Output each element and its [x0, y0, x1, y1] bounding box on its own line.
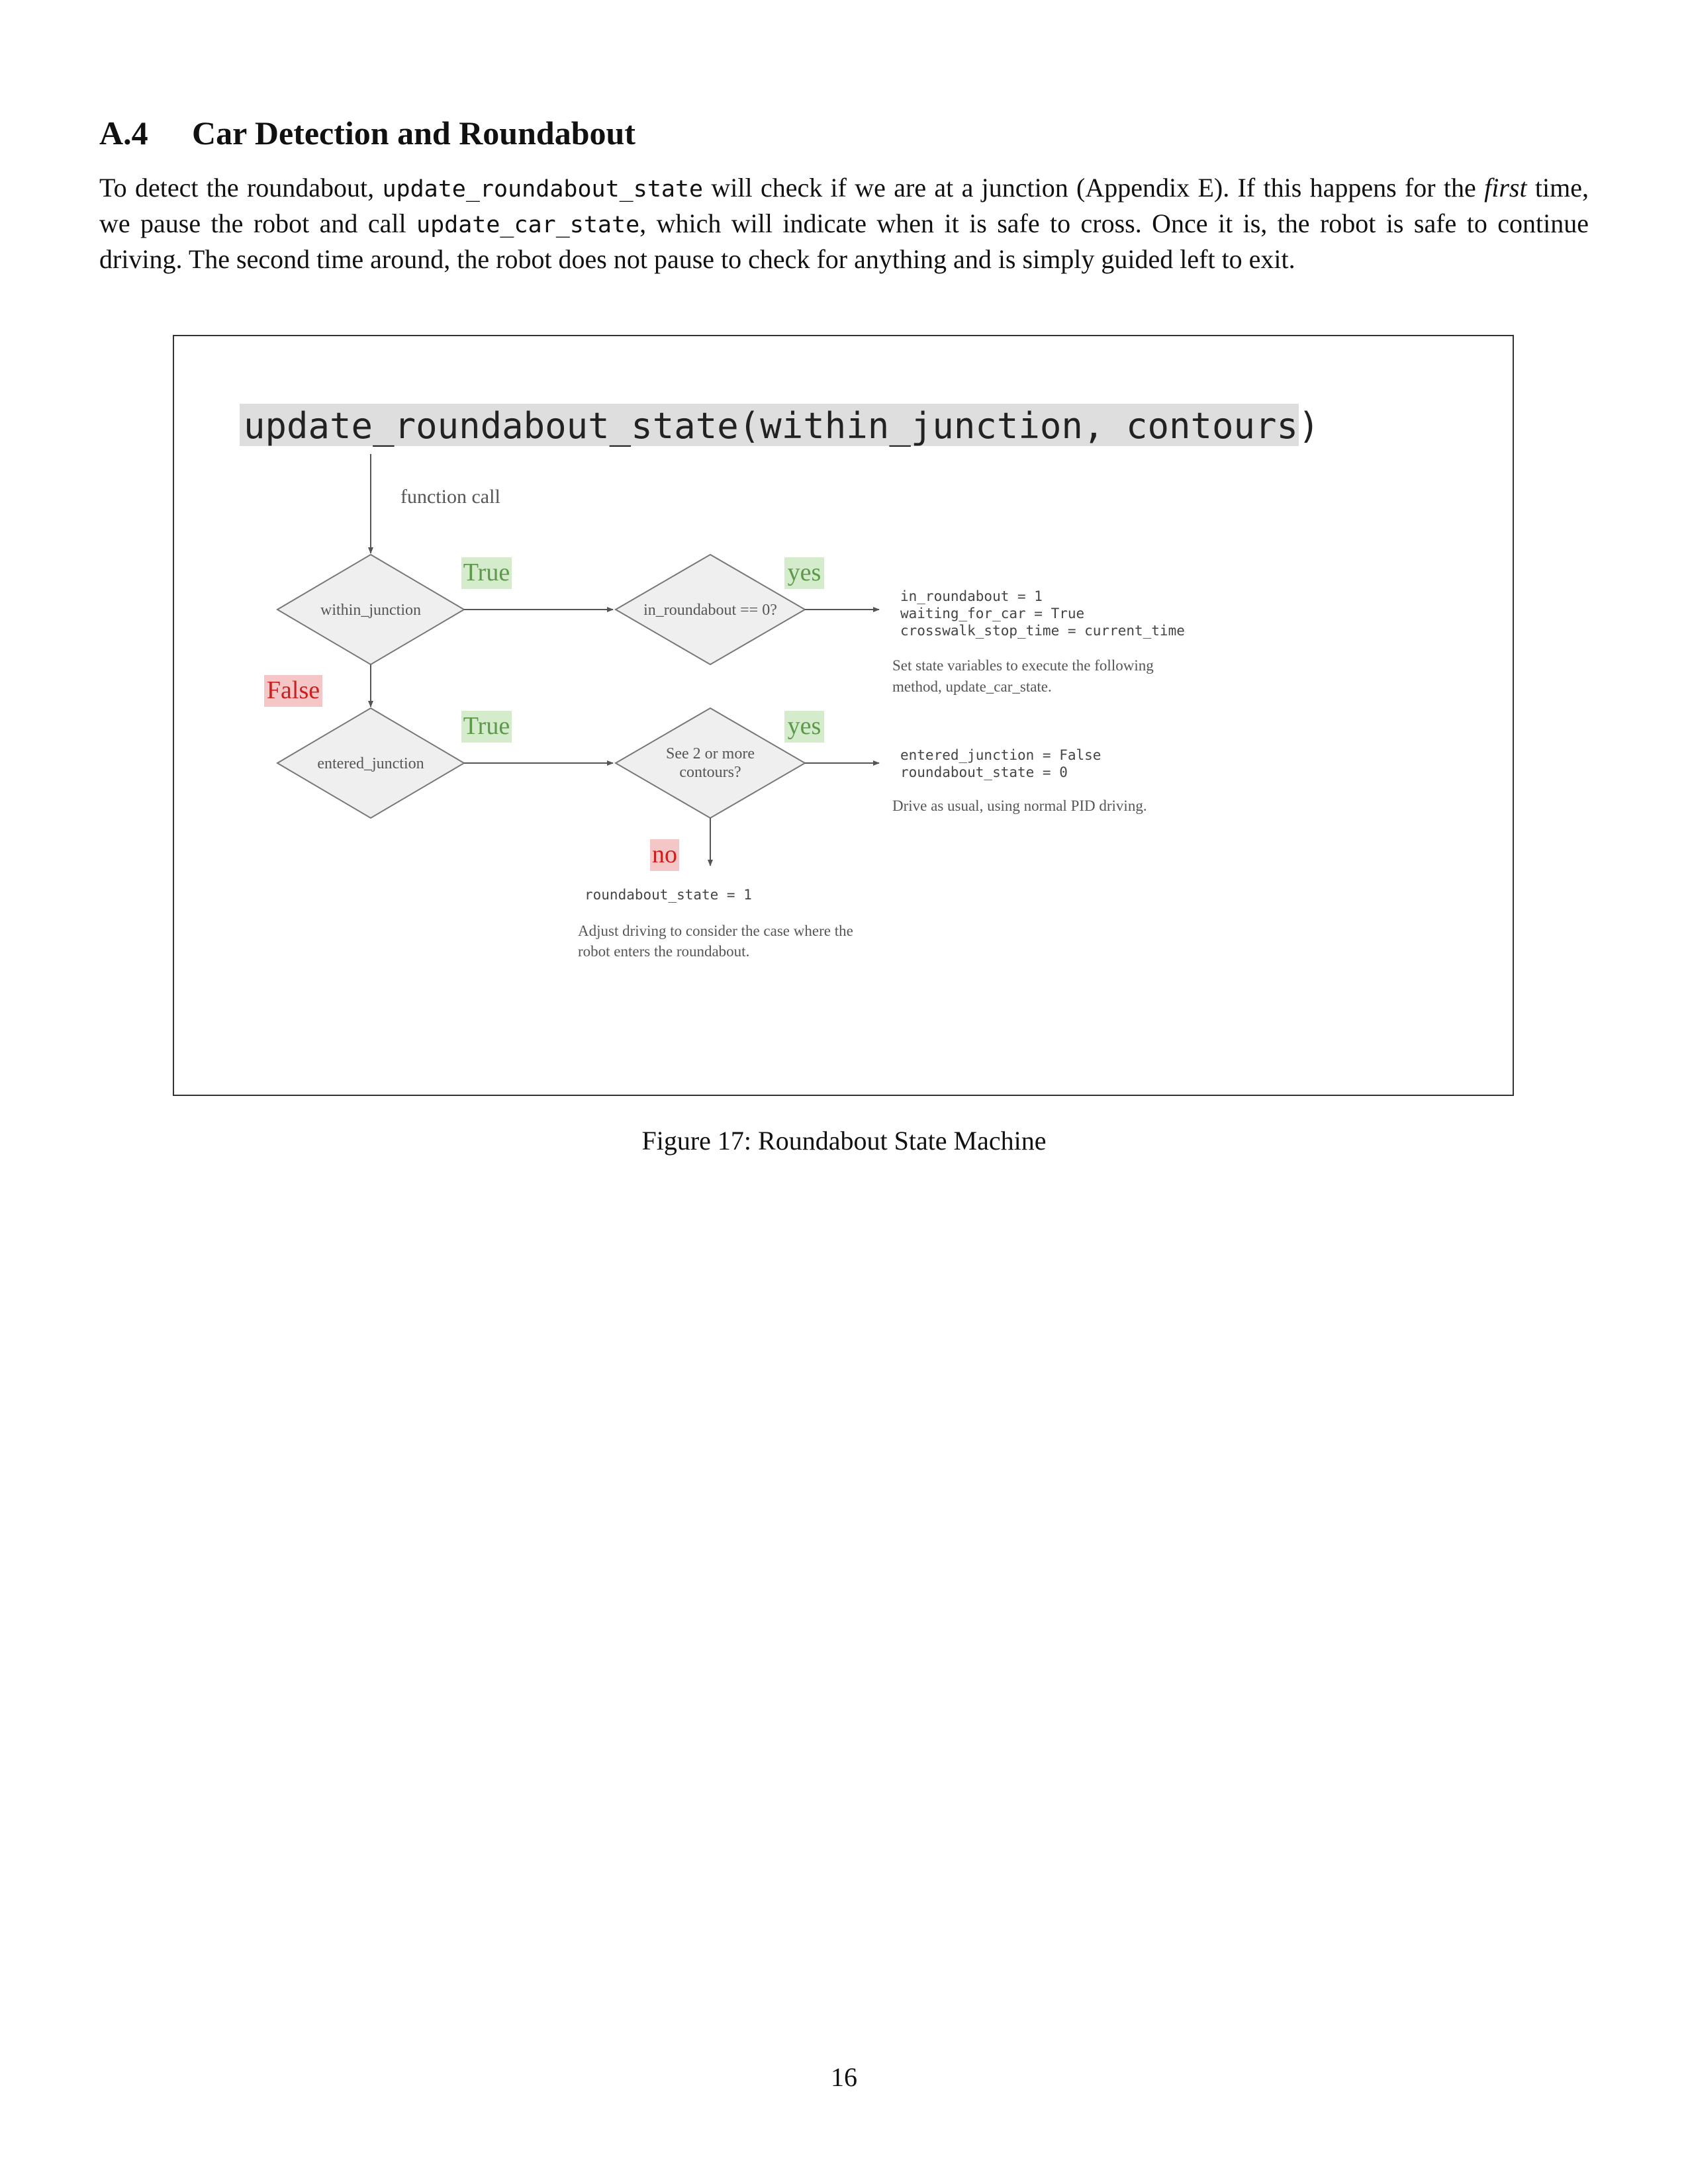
outcome-top-code-2: waiting_for_car = True	[900, 606, 1085, 621]
no-label: no	[652, 841, 677, 868]
section-title: Car Detection and Roundabout	[192, 114, 635, 152]
text-run: To detect the roundabout,	[99, 173, 383, 203]
true-label-bottom: True	[463, 712, 510, 740]
false-label: False	[266, 676, 320, 704]
yes-label-top: yes	[787, 559, 821, 586]
decision-contours	[616, 708, 805, 818]
true-label-top: True	[463, 559, 510, 586]
section-heading	[99, 114, 635, 152]
outcome-middle-code-2: roundabout_state = 0	[900, 764, 1068, 780]
inline-code: update_roundabout_state	[382, 176, 704, 203]
in-roundabout-text: in_roundabout == 0?	[643, 602, 777, 619]
outcome-bottom-code-1: roundabout_state = 1	[585, 887, 752, 903]
text-run: will check if we are at a junction (Appendix E). If this happens for the	[703, 173, 1485, 203]
section-number: A.4	[99, 114, 148, 152]
yes-label-bottom: yes	[787, 712, 821, 740]
figure-caption: Figure 17: Roundabout State Machine	[641, 1126, 1047, 1156]
outcome-middle-note-1: Drive as usual, using normal PID driving.	[892, 797, 1147, 814]
text-run: time, we pause the robot and call	[99, 173, 1589, 238]
contours-text-1: See 2 or more	[666, 745, 755, 762]
function-call-label: function call	[400, 486, 500, 508]
emphasis: first	[1484, 173, 1527, 203]
outcome-bottom-note-1: Adjust driving to consider the case where the	[578, 923, 853, 939]
figure-frame	[173, 335, 1514, 1096]
outcome-top-note-1: Set state variables to execute the following	[892, 657, 1154, 674]
outcome-middle-code-1: entered_junction = False	[900, 747, 1102, 763]
within-junction-text: within_junction	[320, 602, 421, 619]
outcome-bottom-note-2: robot enters the roundabout.	[578, 943, 750, 960]
state-machine-diagram	[174, 336, 1513, 1095]
outcome-top-code-1: in_roundabout = 1	[900, 588, 1043, 604]
outcome-top-code-3: crosswalk_stop_time = current_time	[900, 623, 1185, 639]
page-number: 16	[831, 2062, 857, 2092]
inline-code: update_car_state	[416, 212, 640, 238]
contours-text-2: contours?	[679, 764, 741, 781]
function-signature: update_roundabout_state(within_junction, contours)	[244, 405, 1320, 447]
text-run: , which will indicate when it is safe to cross. Once it is, the robot is safe to continue driving. The second time around, the robot does not pause to check for anything and is simply guided left to exit.	[99, 208, 1589, 274]
body-paragraph	[99, 171, 1589, 276]
outcome-top-note-2: method, update_car_state.	[892, 678, 1052, 695]
entered-junction-text: entered_junction	[317, 755, 424, 772]
